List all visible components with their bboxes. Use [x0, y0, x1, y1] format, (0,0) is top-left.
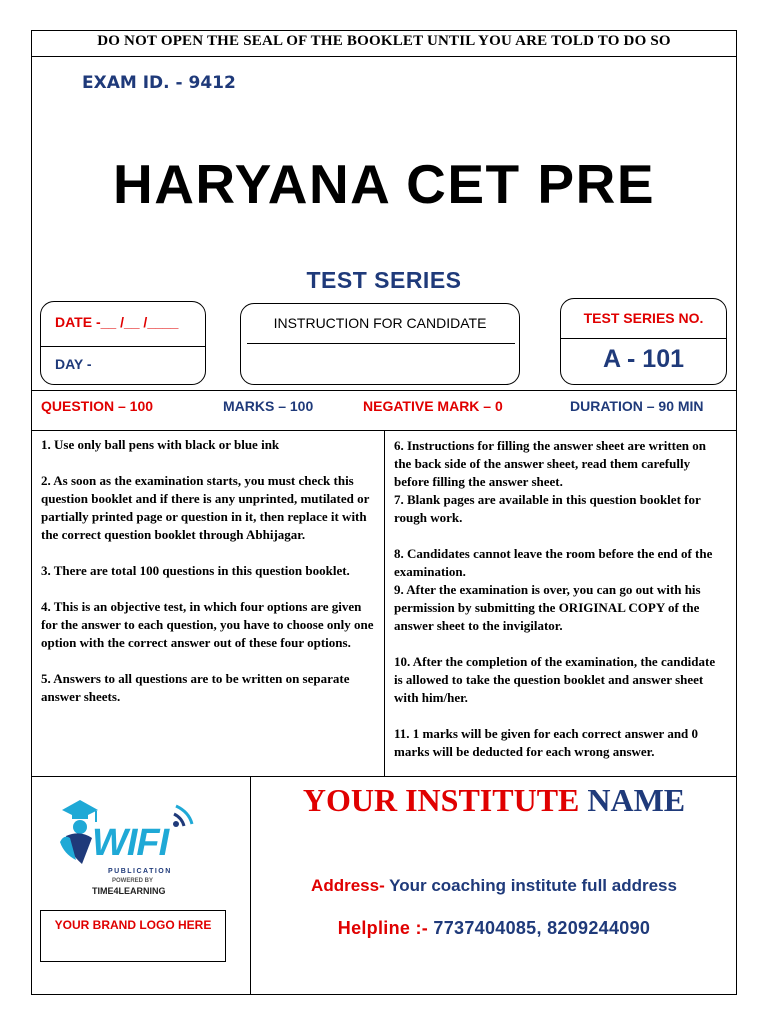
date-day-box — [40, 301, 206, 385]
date-day-divider — [41, 346, 205, 347]
header-divider — [31, 390, 737, 391]
day-field: DAY - — [55, 356, 92, 372]
seal-warning: DO NOT OPEN THE SEAL OF THE BOOKLET UNTIL YOU ARE TOLD TO DO SO — [97, 33, 671, 49]
instruction-item: 3. There are total 100 questions in this question booklet. — [41, 563, 350, 578]
total-marks: MARKS – 100 — [223, 398, 314, 414]
instruction-item: 4. This is an objective test, in which four options are given for the answer to each question, you have to choose only one option with the correct answer out of these four options. — [41, 599, 374, 650]
date-field: DATE -__ /__ /____ — [55, 314, 179, 330]
instruction-item: 2. As soon as the examination starts, you must check this question booklet and if there is any unprinted, mutilated or partially printed page or question in it, then replace it with the correct question booklet through Abhijagar. — [41, 473, 370, 542]
page-title: HARYANA CET PRE — [112, 153, 656, 215]
logo-publication: PUBLICATION — [108, 868, 172, 875]
test-series-no-divider — [561, 338, 726, 339]
instruction-item: 6. Instructions for filling the answer sheet are written on the back side of the answer sheet, read them carefully before filling the answer sheet. — [394, 438, 706, 489]
instructions-right-column — [394, 437, 718, 761]
instructions-divider — [31, 776, 737, 777]
institute-name-part1: YOUR INSTITUTE — [302, 782, 580, 818]
instruction-box-line — [247, 343, 515, 344]
question-count: QUESTION – 100 — [41, 398, 154, 414]
instruction-item: 9. After the examination is over, you can go out with his permission by submitting the ORIGINAL COPY of the answer sheet to the invigilator. — [394, 582, 701, 633]
instructions-column-divider — [384, 430, 385, 776]
exam-duration: DURATION – 90 MIN — [570, 398, 704, 414]
instruction-item: 5. Answers to all questions are to be written on separate answer sheets. — [41, 671, 350, 704]
instructions-left-column — [41, 436, 379, 706]
instruction-box-label: INSTRUCTION FOR CANDIDATE — [273, 315, 487, 331]
instruction-item: 10. After the completion of the examination, the candidate is allowed to take the question booklet and answer sheet with him/her. — [394, 654, 716, 705]
institute-helpline — [251, 918, 737, 939]
logo-brand: TIME4LEARNING — [92, 886, 166, 896]
institute-address — [251, 876, 737, 896]
test-series-number: A - 101 — [602, 345, 685, 373]
negative-marking: NEGATIVE MARK – 0 — [363, 398, 503, 414]
instruction-item: 1. Use only ball pens with black or blue ink — [41, 437, 280, 452]
helpline-label: Helpline :- — [337, 918, 429, 938]
test-series-no-label: TEST SERIES NO. — [583, 310, 704, 326]
address-value: Your coaching institute full address — [389, 876, 677, 895]
publisher-logo — [56, 794, 206, 900]
test-series-heading: TEST SERIES — [306, 267, 462, 293]
instruction-box — [240, 303, 520, 385]
logo-wordmark: WIFI — [92, 822, 169, 864]
instruction-item: 11. 1 marks will be given for each correct answer and 0 marks will be deducted for each wrong answer. — [394, 726, 699, 759]
address-label: Address- — [311, 876, 385, 895]
institute-name — [251, 782, 737, 819]
helpline-value: 7737404085, 8209244090 — [433, 918, 651, 938]
banner-divider — [31, 56, 737, 57]
institute-name-part2: NAME — [587, 782, 686, 818]
brand-logo-placeholder: YOUR BRAND LOGO HERE — [40, 910, 226, 962]
exam-id: EXAM ID. - 9412 — [82, 73, 236, 93]
logo-powered-by: POWERED BY — [112, 878, 154, 884]
instruction-item: 7. Blank pages are available in this question booklet for rough work. — [394, 492, 701, 525]
test-series-no-box — [560, 298, 727, 385]
instruction-item: 8. Candidates cannot leave the room before the end of the examination. — [394, 546, 713, 579]
